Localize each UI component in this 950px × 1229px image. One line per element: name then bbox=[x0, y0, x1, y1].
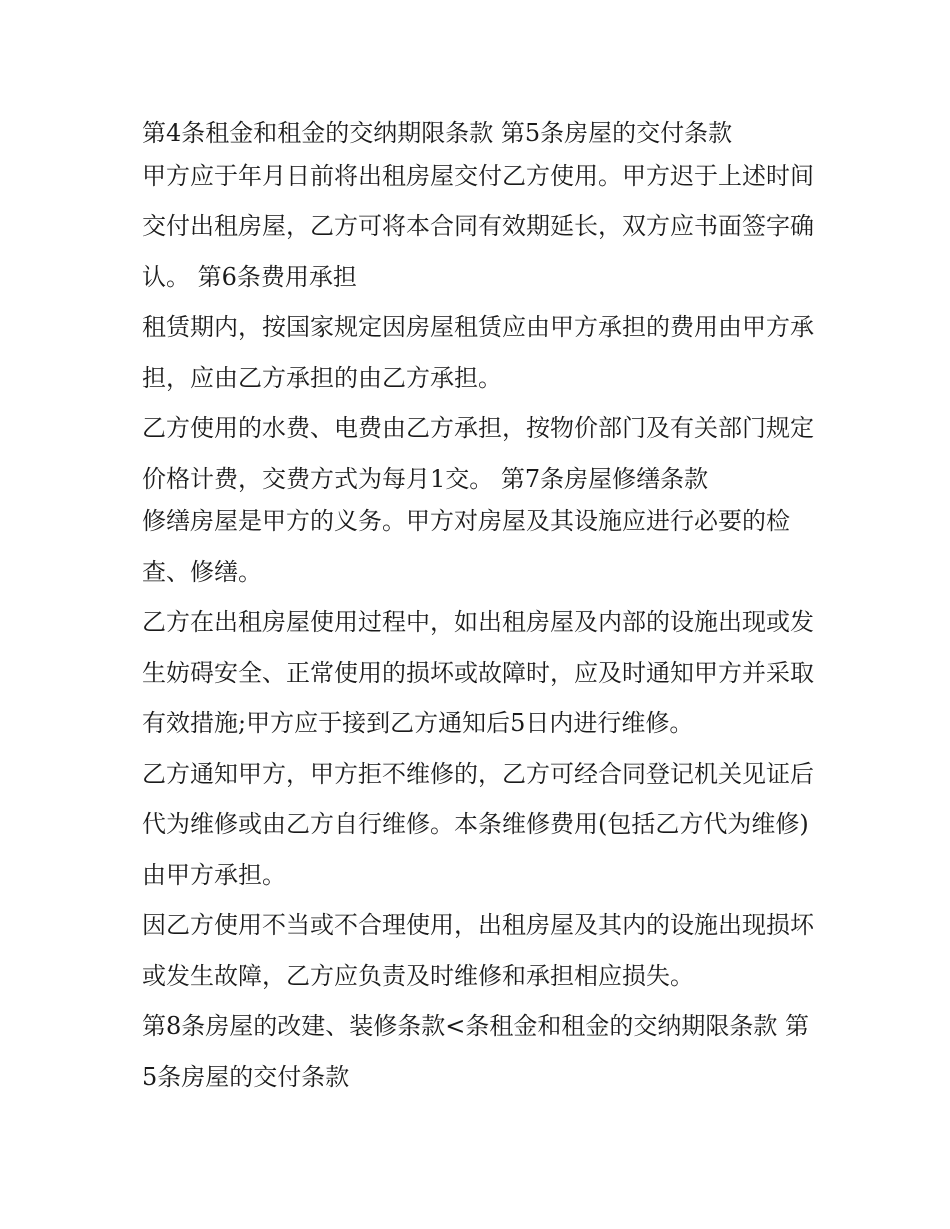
paragraph-refusal-repair: 乙方通知甲方，甲方拒不维修的，乙方可经合同登记机关见证后代为维修或由乙方自行维修。本条维修费用(包括乙方代为维修)由甲方承担。 bbox=[142, 759, 814, 889]
paragraph-improper-use: 因乙方使用不当或不合理使用，出租房屋及其内的设施出现损坏或发生故障，乙方应负责及时维修和承担相应损失。 bbox=[142, 911, 814, 990]
paragraph-damage-notice: 乙方在出租房屋使用过程中，如出租房屋及内部的设施出现或发生妨碍安全、正常使用的损坏或故障时，应及时通知甲方并采取有效措施;甲方应于接到乙方通知后5日内进行维修。 bbox=[142, 608, 814, 737]
paragraph-delivery-clause: 甲方应于年月日前将出租房屋交付乙方使用。甲方迟于上述时间交付出租房屋，乙方可将本合同有效期延长，双方应书面签字确认。 第6条费用承担 bbox=[142, 161, 814, 291]
paragraph-article-4-5-heading: 第4条租金和租金的交纳期限条款 第5条房屋的交付条款 bbox=[142, 119, 733, 147]
paragraph-article-8-heading: 第8条房屋的改建、装修条款<条租金和租金的交纳期限条款 第5条房屋的交付条款 bbox=[142, 1012, 810, 1091]
paragraph-repair-duty: 修缮房屋是甲方的义务。甲方对房屋及其设施应进行必要的检查、修缮。 bbox=[142, 507, 790, 586]
paragraph-utility-fees: 乙方使用的水费、电费由乙方承担，按物价部门及有关部门规定价格计费，交费方式为每月1交。 第7条房屋修缮条款 bbox=[142, 414, 814, 493]
document-body bbox=[142, 108, 822, 1102]
paragraph-fees-responsibility: 租赁期内，按国家规定因房屋租赁应由甲方承担的费用由甲方承担，应由乙方承担的由乙方承担。 bbox=[142, 313, 814, 392]
